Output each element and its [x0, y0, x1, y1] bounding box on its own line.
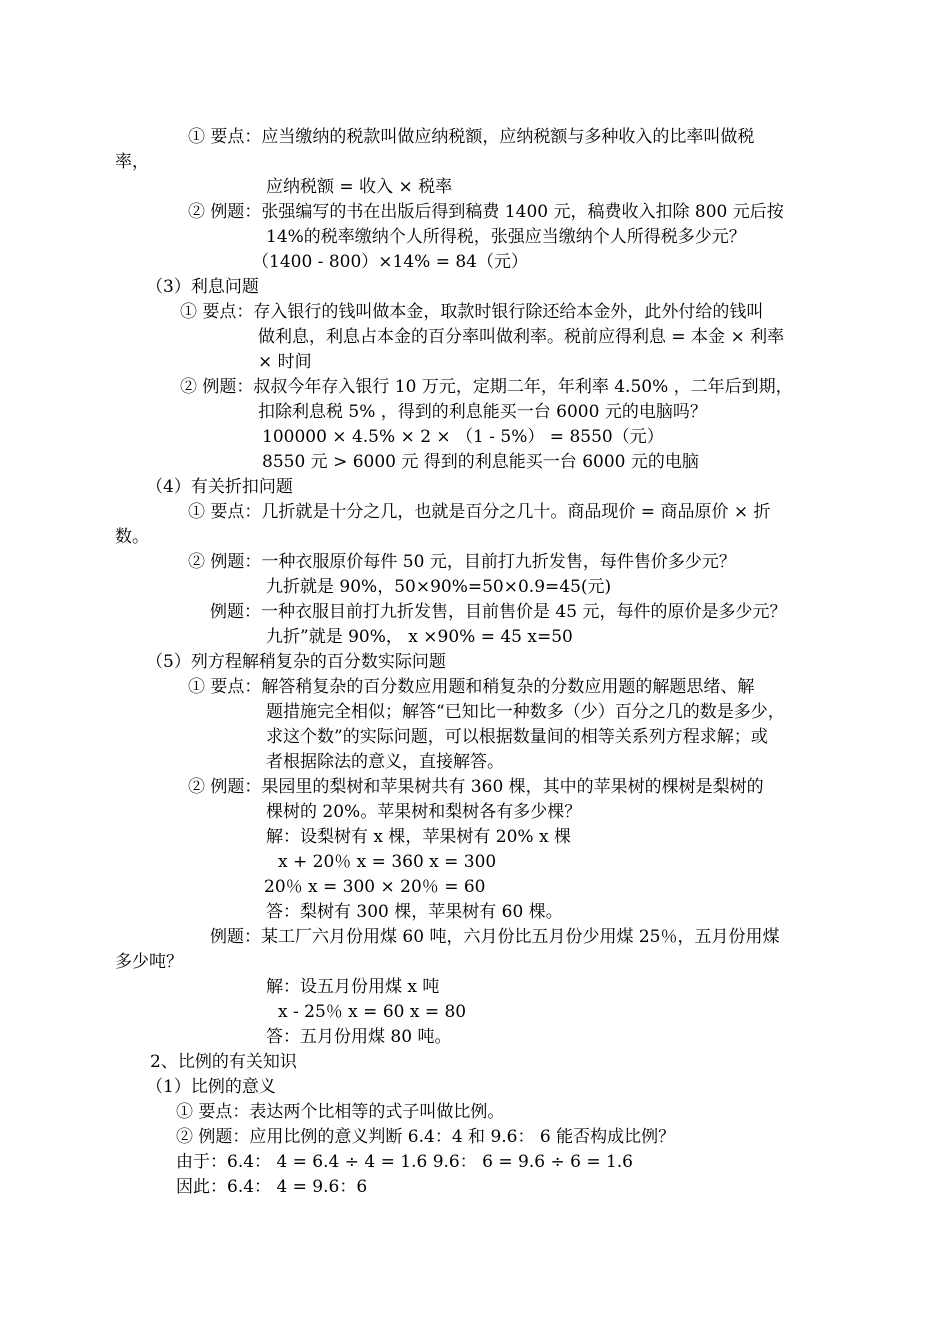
text-line: 题措施完全相似；解答“已知比一种数多（少）百分之几的数是多少， — [266, 702, 785, 722]
section-heading: （5）列方程解稍复杂的百分数实际问题 — [146, 652, 446, 672]
formula-line: 由于：6.4： 4 = 6.4 ÷ 4 = 1.6 9.6： 6 = 9.6 ÷ 6 = 1.6 — [176, 1152, 633, 1172]
text-line: ② 例题：一种衣服原价每件 50 元，目前打九折发售，每件售价多少元？ — [188, 552, 736, 572]
text-line: ① 要点：存入银行的钱叫做本金，取款时银行除还给本金外，此外付给的钱叫 — [180, 302, 764, 322]
formula-line: 九折”就是 90%， x ×90% = 45 x=50 — [266, 627, 573, 647]
formula-line: 20％ x = 300 × 20％ = 60 — [264, 877, 486, 897]
formula-line: 解：设梨树有 x 棵，苹果树有 20% x 棵 — [266, 827, 571, 847]
text-line: 做利息，利息占本金的百分率叫做利率。税前应得利息 = 本金 × 利率 — [258, 327, 785, 347]
formula-line: 应纳税额 = 收入 × 税率 — [266, 177, 453, 197]
text-line: 答：梨树有 300 棵，苹果树有 60 棵。 — [266, 902, 563, 922]
formula-line: 8550 元 > 6000 元 得到的利息能买一台 6000 元的电脑 — [262, 452, 699, 472]
text-line: 答：五月份用煤 80 吨。 — [266, 1027, 452, 1047]
text-line: ① 要点：几折就是十分之几，也就是百分之几十。商品现价 = 商品原价 × 折 — [188, 502, 771, 522]
text-line: ① 要点：应当缴纳的税款叫做应纳税额，应纳税额与多种收入的比率叫做税 — [188, 127, 755, 147]
section-heading: （4）有关折扣问题 — [146, 477, 293, 497]
text-line: 者根据除法的意义，直接解答。 — [266, 752, 504, 772]
formula-line: （1400 - 800）×14% = 84（元） — [252, 252, 528, 272]
text-line: 数。 — [115, 527, 149, 547]
text-line: 求这个数”的实际问题，可以根据数量间的相等关系列方程求解；或 — [266, 727, 768, 747]
section-heading: （3）利息问题 — [146, 277, 259, 297]
formula-line: 解：设五月份用煤 x 吨 — [266, 977, 440, 997]
formula-line: x + 20％ x = 360 x = 300 — [278, 852, 497, 872]
text-line: ① 要点：表达两个比相等的式子叫做比例。 — [176, 1102, 505, 1122]
formula-line: 100000 × 4.5% × 2 × （1 - 5%） = 8550（元） — [262, 427, 664, 447]
text-line: 14%的税率缴纳个人所得税，张强应当缴纳个人所得税多少元？ — [266, 227, 746, 247]
section-heading: 2、比例的有关知识 — [150, 1052, 297, 1072]
formula-line: x - 25％ x = 60 x = 80 — [278, 1002, 467, 1022]
text-line: ② 例题：叔叔今年存入银行 10 万元，定期二年，年利率 4.50% ，二年后到期， — [180, 377, 793, 397]
text-line: ① 要点：解答稍复杂的百分数应用题和稍复杂的分数应用题的解题思绪、解 — [188, 677, 755, 697]
text-line: 棵树的 20%。苹果树和梨树各有多少棵？ — [266, 802, 582, 822]
formula-line: 因此：6.4： 4 = 9.6：6 — [176, 1177, 368, 1197]
text-line: 例题：某工厂六月份用煤 60 吨，六月份比五月份少用煤 25％，五月份用煤 — [210, 927, 780, 947]
text-line: × 时间 — [258, 352, 312, 372]
text-line: 率， — [115, 152, 149, 172]
formula-line: 九折就是 90%，50×90%=50×0.9=45(元) — [266, 577, 612, 597]
text-line: 例题：一种衣服目前打九折发售，目前售价是 45 元，每件的原价是多少元？ — [210, 602, 787, 622]
text-line: ② 例题：张强编写的书在出版后得到稿费 1400 元，稿费收入扣除 800 元后按 — [188, 202, 784, 222]
text-line: 扣除利息税 5% ，得到的利息能买一台 6000 元的电脑吗？ — [258, 402, 707, 422]
section-heading: （1）比例的意义 — [146, 1077, 276, 1097]
text-line: 多少吨？ — [115, 952, 183, 972]
text-line: ② 例题：果园里的梨树和苹果树共有 360 棵，其中的苹果树的棵树是梨树的 — [188, 777, 764, 797]
text-line: ② 例题：应用比例的意义判断 6.4：4 和 9.6： 6 能否构成比例？ — [176, 1127, 676, 1147]
